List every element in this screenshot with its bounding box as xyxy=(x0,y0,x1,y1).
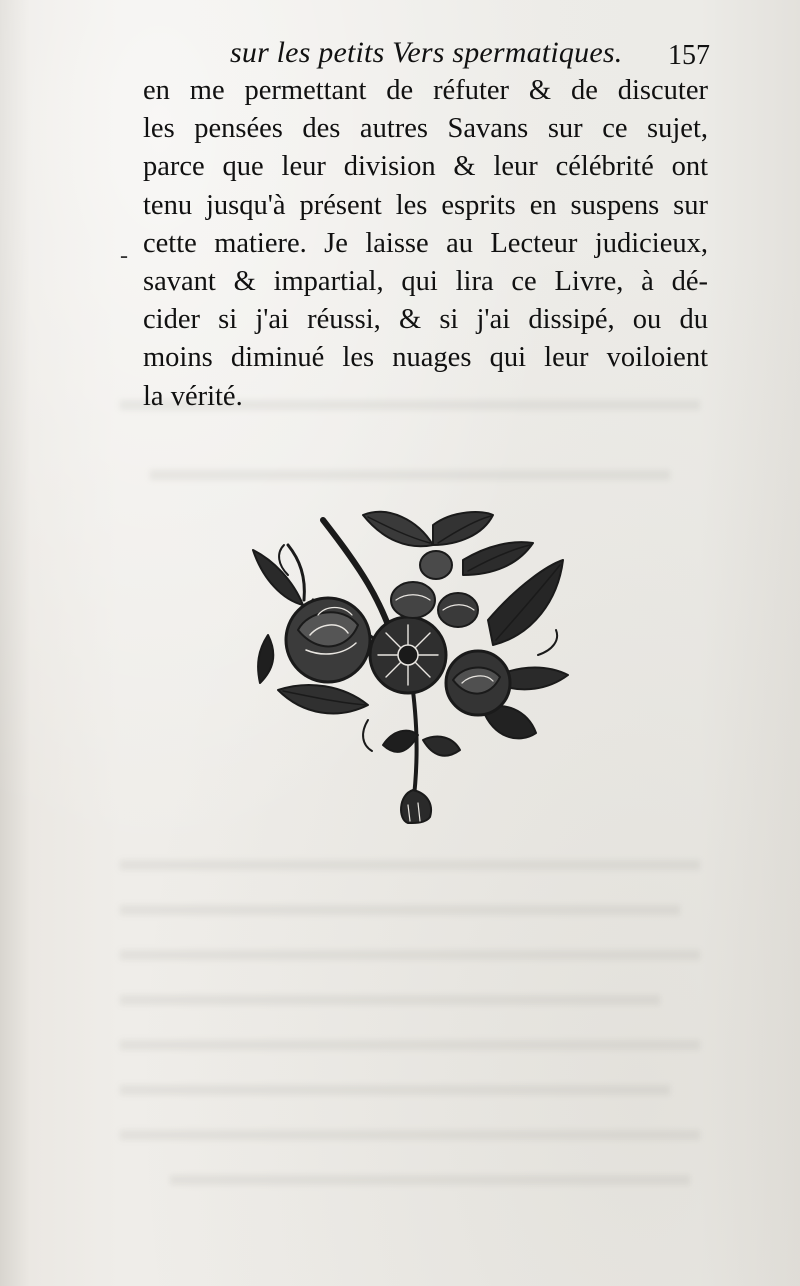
page-header xyxy=(140,30,710,78)
paragraph xyxy=(143,72,708,416)
bleed-through-texture xyxy=(120,860,700,870)
bleed-through-texture xyxy=(120,1040,700,1050)
text-line: en me permettant de réfuter & de discuter xyxy=(143,75,708,106)
bleed-through-texture xyxy=(170,1175,690,1185)
floral-bouquet-icon xyxy=(248,505,578,825)
text-line: la vérité. xyxy=(143,380,243,412)
text-line: cider si j'ai réussi, & si j'ai dissipé, ou du xyxy=(143,304,708,336)
text-line: savant & impartial, qui lira ce Livre, à dé- xyxy=(143,265,708,297)
page-number: 157 xyxy=(668,40,710,71)
text-line: moins diminué les nuages qui leur voiloient xyxy=(143,342,708,374)
bleed-through-texture xyxy=(120,950,700,960)
text-line: tenu jusqu'à présent les esprits en suspens sur xyxy=(143,189,708,221)
bleed-through-texture xyxy=(150,470,670,480)
running-title: sur les petits Vers spermatiques. xyxy=(230,36,623,69)
floral-woodcut xyxy=(248,505,578,825)
text-line: parce que leur division & leur célébrité ont xyxy=(143,151,708,183)
text-line: cette matiere. Je laisse au Lecteur judicieux, xyxy=(143,227,708,259)
margin-mark: - xyxy=(120,243,128,269)
text-line: les pensées des autres Savans sur ce sujet, xyxy=(143,113,708,145)
bleed-through-texture xyxy=(120,995,660,1005)
bleed-through-texture xyxy=(120,1130,700,1140)
bleed-through-texture xyxy=(120,1085,670,1095)
bleed-through-texture xyxy=(120,905,680,915)
